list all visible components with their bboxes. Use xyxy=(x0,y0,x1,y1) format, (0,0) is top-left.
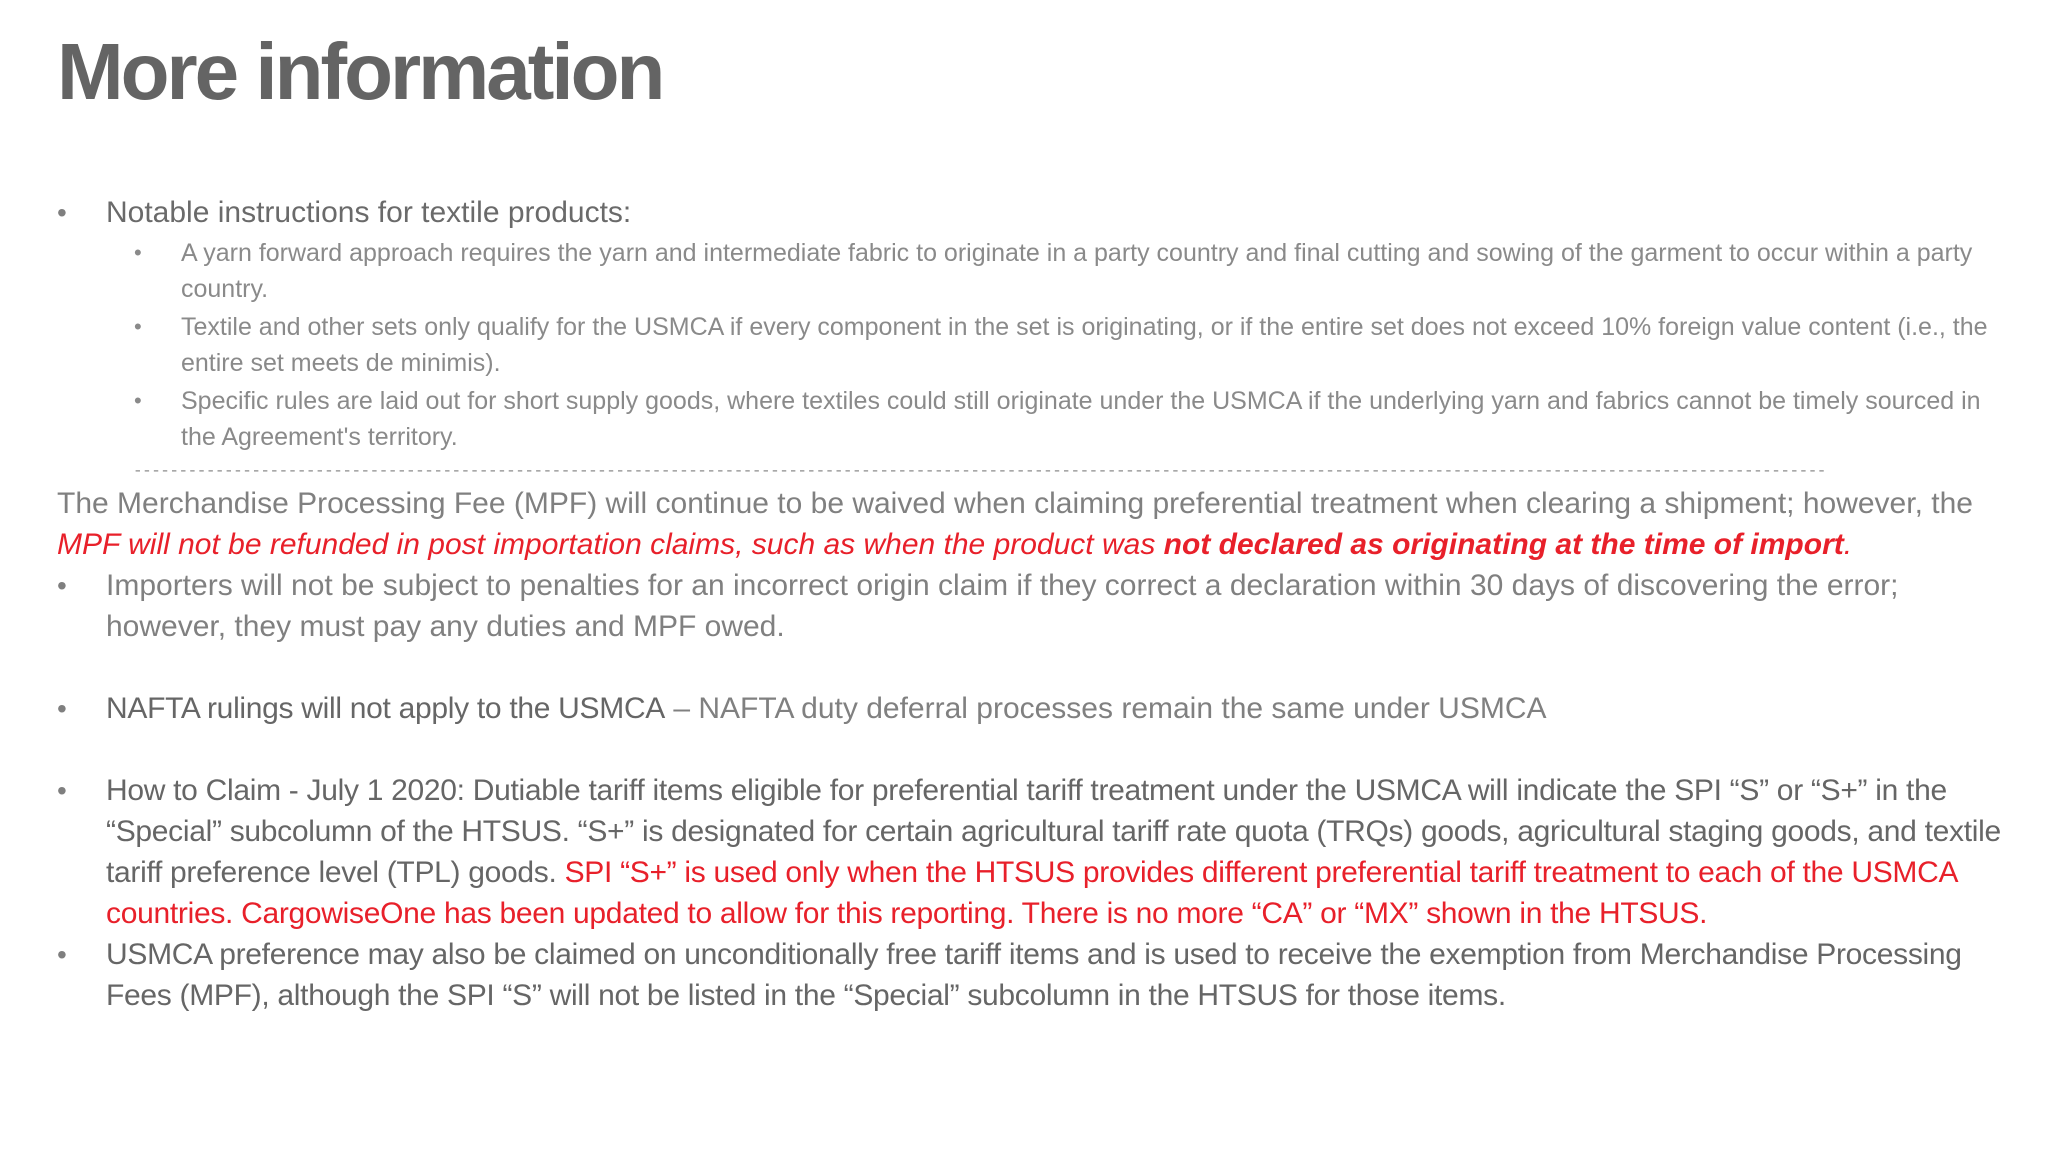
claim-text: How to Claim - July 1 2020: Dutiable tariff items eligible for preferential tariff treatment under the USMCA will indicate the SPI “S” or “S+” in the “Special” subcolumn of the HTSUS. “S+” is designated for certain agricultural tariff rate quota (TRQs) goods, agricultural staging goods, and textile tariff preference level (TPL) goods. xyxy=(106,774,2001,889)
bullet: • xyxy=(134,240,142,265)
nafta-rest-text: – NAFTA duty deferral processes remain the same under USMCA xyxy=(665,692,1547,725)
bullet: • xyxy=(57,570,67,601)
textile-subitem-text: A yarn forward approach requires the yarn and intermediate fabric to originate in a party country and final cutting and sowing of the garment to occur within a party country. xyxy=(181,239,1973,303)
bullet: • xyxy=(134,388,142,413)
penalties-text: Importers will not be subject to penalties for an incorrect origin claim if they correct a declaration within 30 days of discovering the error; however, they must pay any duties and MPF owed. xyxy=(106,569,1899,643)
claim-item xyxy=(57,770,2017,934)
bullet: • xyxy=(57,197,67,228)
preference-item xyxy=(57,934,2017,1016)
bullet: • xyxy=(57,775,67,806)
page-title: More information xyxy=(57,27,663,116)
textile-subitem-text: Textile and other sets only qualify for the USMCA if every component in the set is originating, or if the entire set does not exceed 10% foreign value content (i.e., the entire set meets de minimis). xyxy=(181,313,1988,377)
textile-heading-item xyxy=(57,192,2017,233)
nafta-bold-text: NAFTA rulings will not apply to the USMCA xyxy=(106,692,666,725)
mpf-plain-text: The Merchandise Processing Fee (MPF) will continue to be waived when claiming preferential treatment when clearing a shipment; however, the xyxy=(57,487,1973,520)
slide-body xyxy=(57,192,2017,1016)
textile-heading: Notable instructions for textile products: xyxy=(106,196,632,229)
dashed-divider: ------------------------------------------------------------------------------------------------------------------------------------------------------------------------------------------ xyxy=(133,462,1826,480)
spacer xyxy=(57,729,2017,770)
spacer xyxy=(57,647,2017,688)
bullet: • xyxy=(134,314,142,339)
textile-subitem xyxy=(57,383,2017,455)
preference-text: USMCA preference may also be claimed on unconditionally free tariff items and is used to receive the exemption from Merchandise Processing Fees (MPF), although the SPI “S” will not be listed in the “Special” subcolumn in the HTSUS for those items. xyxy=(106,938,1962,1012)
textile-subitem xyxy=(57,309,2017,381)
penalties-item xyxy=(57,565,2017,647)
mpf-red-bold-text: not declared as originating at the time of import xyxy=(1163,528,1844,561)
textile-subitem-text: Specific rules are laid out for short supply goods, where textiles could still originate under the USMCA if the underlying yarn and fabrics cannot be timely sourced in the Agreement's territory. xyxy=(181,387,1981,451)
bullet: • xyxy=(57,939,67,970)
bullet: • xyxy=(57,693,67,724)
claim-red-text: SPI “S+” is used only when the HTSUS provides different preferential tariff treatment to each of the USMCA countries. CargowiseOne has been updated to allow for this reporting. There is no more “CA” or “MX” shown in the HTSUS. xyxy=(106,856,1957,930)
mpf-end-punct: . xyxy=(1843,528,1853,561)
mpf-paragraph xyxy=(57,483,2017,565)
textile-subitem xyxy=(57,235,2017,307)
mpf-red-italic-text: MPF will not be refunded in post importation claims, such as when the product was xyxy=(57,528,1164,561)
nafta-item xyxy=(57,688,2017,729)
